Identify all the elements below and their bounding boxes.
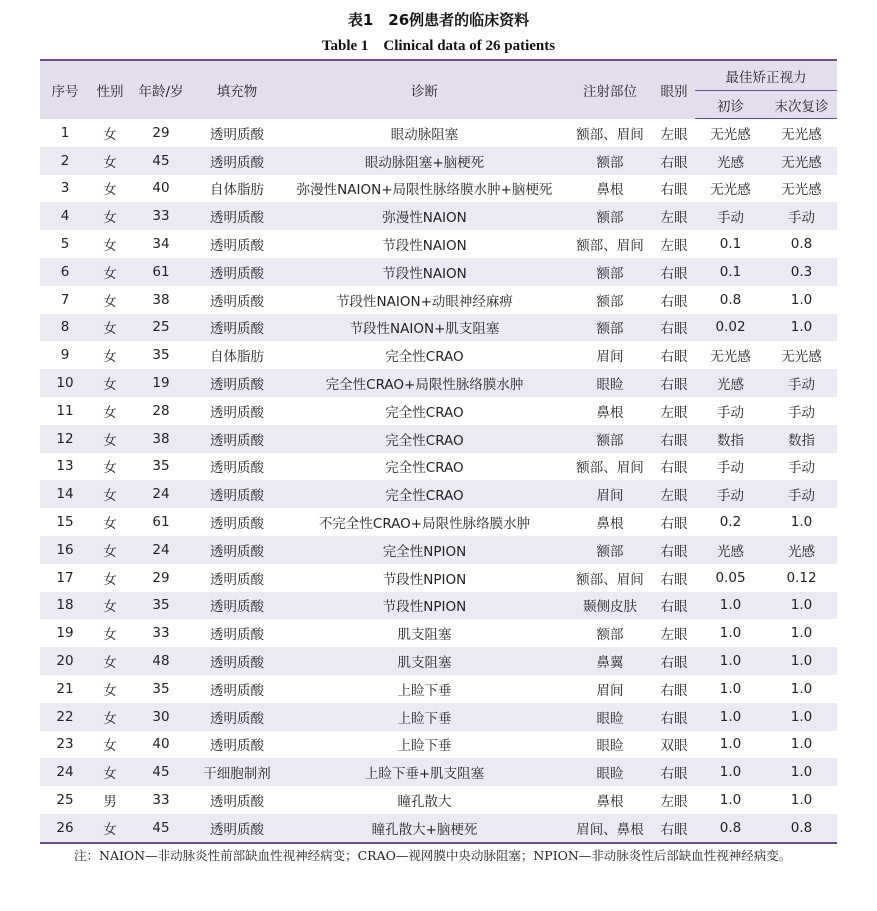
table-title-en: Table 1 Clinical data of 26 patients bbox=[321, 38, 556, 54]
header-sex: 性别 bbox=[90, 60, 130, 119]
final-bcva-cell: 无光感 bbox=[766, 341, 837, 369]
eye-cell: 左眼 bbox=[653, 619, 695, 647]
diagnosis-cell: 弥漫性NAION+局限性脉络膜水肿+脑梗死 bbox=[282, 175, 567, 203]
eye-cell: 右眼 bbox=[653, 147, 695, 175]
final-bcva-cell: 手动 bbox=[766, 397, 837, 425]
initial-bcva-cell: 1.0 bbox=[695, 786, 766, 814]
final-bcva-cell: 手动 bbox=[766, 202, 837, 230]
initial-bcva-cell: 手动 bbox=[695, 480, 766, 508]
initial-bcva-cell: 1.0 bbox=[695, 731, 766, 759]
sex-cell: 女 bbox=[90, 814, 130, 843]
filler-cell: 透明质酸 bbox=[192, 425, 282, 453]
header-site: 注射部位 bbox=[567, 60, 653, 119]
table-row bbox=[40, 175, 837, 203]
eye-cell: 双眼 bbox=[653, 731, 695, 759]
sex-cell: 女 bbox=[90, 480, 130, 508]
age-cell: 25 bbox=[130, 314, 192, 342]
filler-cell: 透明质酸 bbox=[192, 453, 282, 481]
initial-bcva-cell: 0.8 bbox=[695, 814, 766, 843]
eye-cell: 右眼 bbox=[653, 592, 695, 620]
sex-cell: 女 bbox=[90, 564, 130, 592]
sex-cell: 女 bbox=[90, 314, 130, 342]
final-bcva-cell: 手动 bbox=[766, 480, 837, 508]
final-bcva-cell: 0.12 bbox=[766, 564, 837, 592]
final-bcva-cell: 无光感 bbox=[766, 175, 837, 203]
eye-cell: 右眼 bbox=[653, 286, 695, 314]
id-cell: 6 bbox=[40, 258, 90, 286]
id-cell: 19 bbox=[40, 619, 90, 647]
id-cell: 18 bbox=[40, 592, 90, 620]
sex-cell: 女 bbox=[90, 397, 130, 425]
sex-cell: 女 bbox=[90, 619, 130, 647]
sex-cell: 女 bbox=[90, 175, 130, 203]
diagnosis-cell: 眼动脉阻塞+脑梗死 bbox=[282, 147, 567, 175]
eye-cell: 右眼 bbox=[653, 564, 695, 592]
final-bcva-cell: 数指 bbox=[766, 425, 837, 453]
sex-cell: 女 bbox=[90, 536, 130, 564]
site-cell: 额部 bbox=[567, 286, 653, 314]
site-cell: 额部 bbox=[567, 258, 653, 286]
age-cell: 33 bbox=[130, 202, 192, 230]
table-row bbox=[40, 647, 837, 675]
id-cell: 25 bbox=[40, 786, 90, 814]
sex-cell: 女 bbox=[90, 202, 130, 230]
filler-cell: 透明质酸 bbox=[192, 592, 282, 620]
initial-bcva-cell: 1.0 bbox=[695, 675, 766, 703]
site-cell: 鼻根 bbox=[567, 175, 653, 203]
site-cell: 额部 bbox=[567, 619, 653, 647]
table-row bbox=[40, 425, 837, 453]
diagnosis-cell: 节段性NPION bbox=[282, 592, 567, 620]
diagnosis-cell: 节段性NAION+肌支阻塞 bbox=[282, 314, 567, 342]
initial-bcva-cell: 0.8 bbox=[695, 286, 766, 314]
table-row bbox=[40, 536, 837, 564]
site-cell: 眼睑 bbox=[567, 703, 653, 731]
age-cell: 30 bbox=[130, 703, 192, 731]
id-cell: 5 bbox=[40, 230, 90, 258]
final-bcva-cell: 1.0 bbox=[766, 647, 837, 675]
final-bcva-cell: 手动 bbox=[766, 369, 837, 397]
id-cell: 11 bbox=[40, 397, 90, 425]
table-row bbox=[40, 619, 837, 647]
id-cell: 24 bbox=[40, 758, 90, 786]
diagnosis-cell: 弥漫性NAION bbox=[282, 202, 567, 230]
table-row bbox=[40, 453, 837, 481]
id-cell: 23 bbox=[40, 731, 90, 759]
site-cell: 眼睑 bbox=[567, 731, 653, 759]
eye-cell: 右眼 bbox=[653, 314, 695, 342]
final-bcva-cell: 1.0 bbox=[766, 508, 837, 536]
final-bcva-cell: 光感 bbox=[766, 536, 837, 564]
header-initial: 初诊 bbox=[695, 91, 766, 119]
final-bcva-cell: 0.3 bbox=[766, 258, 837, 286]
sex-cell: 女 bbox=[90, 425, 130, 453]
filler-cell: 自体脂肪 bbox=[192, 341, 282, 369]
site-cell: 鼻翼 bbox=[567, 647, 653, 675]
filler-cell: 透明质酸 bbox=[192, 480, 282, 508]
filler-cell: 透明质酸 bbox=[192, 202, 282, 230]
initial-bcva-cell: 手动 bbox=[695, 453, 766, 481]
initial-bcva-cell: 数指 bbox=[695, 425, 766, 453]
final-bcva-cell: 无光感 bbox=[766, 147, 837, 175]
initial-bcva-cell: 光感 bbox=[695, 369, 766, 397]
eye-cell: 右眼 bbox=[653, 453, 695, 481]
final-bcva-cell: 0.8 bbox=[766, 230, 837, 258]
table-row bbox=[40, 592, 837, 620]
filler-cell: 透明质酸 bbox=[192, 786, 282, 814]
header-age: 年龄/岁 bbox=[130, 60, 192, 119]
diagnosis-cell: 节段性NAION bbox=[282, 258, 567, 286]
filler-cell: 透明质酸 bbox=[192, 814, 282, 843]
id-cell: 12 bbox=[40, 425, 90, 453]
sex-cell: 女 bbox=[90, 592, 130, 620]
diagnosis-cell: 完全性NPION bbox=[282, 536, 567, 564]
id-cell: 16 bbox=[40, 536, 90, 564]
filler-cell: 自体脂肪 bbox=[192, 175, 282, 203]
table-row bbox=[40, 731, 837, 759]
filler-cell: 透明质酸 bbox=[192, 369, 282, 397]
site-cell: 额部、眉间 bbox=[567, 119, 653, 147]
final-bcva-cell: 1.0 bbox=[766, 731, 837, 759]
age-cell: 61 bbox=[130, 258, 192, 286]
age-cell: 33 bbox=[130, 619, 192, 647]
initial-bcva-cell: 1.0 bbox=[695, 619, 766, 647]
eye-cell: 右眼 bbox=[653, 758, 695, 786]
header-final: 末次复诊 bbox=[766, 91, 837, 119]
filler-cell: 透明质酸 bbox=[192, 258, 282, 286]
eye-cell: 左眼 bbox=[653, 230, 695, 258]
site-cell: 眉间 bbox=[567, 675, 653, 703]
filler-cell: 透明质酸 bbox=[192, 619, 282, 647]
final-bcva-cell: 1.0 bbox=[766, 286, 837, 314]
sex-cell: 女 bbox=[90, 230, 130, 258]
diagnosis-cell: 完全性CRAO bbox=[282, 480, 567, 508]
header-bcva: 最佳矫正视力 bbox=[695, 60, 837, 91]
initial-bcva-cell: 光感 bbox=[695, 536, 766, 564]
filler-cell: 透明质酸 bbox=[192, 508, 282, 536]
diagnosis-cell: 上睑下垂 bbox=[282, 675, 567, 703]
eye-cell: 右眼 bbox=[653, 341, 695, 369]
sex-cell: 女 bbox=[90, 508, 130, 536]
id-cell: 10 bbox=[40, 369, 90, 397]
table-row bbox=[40, 202, 837, 230]
id-cell: 17 bbox=[40, 564, 90, 592]
site-cell: 额部 bbox=[567, 202, 653, 230]
age-cell: 24 bbox=[130, 480, 192, 508]
age-cell: 34 bbox=[130, 230, 192, 258]
diagnosis-cell: 节段性NAION+动眼神经麻痹 bbox=[282, 286, 567, 314]
sex-cell: 女 bbox=[90, 369, 130, 397]
age-cell: 40 bbox=[130, 731, 192, 759]
id-cell: 15 bbox=[40, 508, 90, 536]
site-cell: 眉间 bbox=[567, 480, 653, 508]
site-cell: 额部 bbox=[567, 536, 653, 564]
site-cell: 眉间 bbox=[567, 341, 653, 369]
initial-bcva-cell: 0.1 bbox=[695, 258, 766, 286]
eye-cell: 右眼 bbox=[653, 175, 695, 203]
eye-cell: 右眼 bbox=[653, 814, 695, 843]
initial-bcva-cell: 手动 bbox=[695, 397, 766, 425]
age-cell: 38 bbox=[130, 286, 192, 314]
header-eye: 眼别 bbox=[653, 60, 695, 119]
age-cell: 38 bbox=[130, 425, 192, 453]
filler-cell: 干细胞制剂 bbox=[192, 758, 282, 786]
id-cell: 2 bbox=[40, 147, 90, 175]
final-bcva-cell: 无光感 bbox=[766, 119, 837, 147]
diagnosis-cell: 肌支阻塞 bbox=[282, 647, 567, 675]
sex-cell: 女 bbox=[90, 647, 130, 675]
final-bcva-cell: 1.0 bbox=[766, 619, 837, 647]
diagnosis-cell: 完全性CRAO bbox=[282, 397, 567, 425]
age-cell: 35 bbox=[130, 453, 192, 481]
diagnosis-cell: 节段性NAION bbox=[282, 230, 567, 258]
filler-cell: 透明质酸 bbox=[192, 119, 282, 147]
site-cell: 额部 bbox=[567, 314, 653, 342]
id-cell: 14 bbox=[40, 480, 90, 508]
age-cell: 45 bbox=[130, 147, 192, 175]
age-cell: 35 bbox=[130, 592, 192, 620]
eye-cell: 左眼 bbox=[653, 119, 695, 147]
initial-bcva-cell: 0.2 bbox=[695, 508, 766, 536]
site-cell: 眼睑 bbox=[567, 369, 653, 397]
final-bcva-cell: 1.0 bbox=[766, 786, 837, 814]
header-diagnosis: 诊断 bbox=[282, 60, 567, 119]
site-cell: 额部 bbox=[567, 425, 653, 453]
id-cell: 22 bbox=[40, 703, 90, 731]
eye-cell: 右眼 bbox=[653, 675, 695, 703]
site-cell: 鼻根 bbox=[567, 397, 653, 425]
eye-cell: 右眼 bbox=[653, 425, 695, 453]
id-cell: 21 bbox=[40, 675, 90, 703]
sex-cell: 女 bbox=[90, 731, 130, 759]
eye-cell: 右眼 bbox=[653, 703, 695, 731]
diagnosis-cell: 上睑下垂 bbox=[282, 703, 567, 731]
eye-cell: 左眼 bbox=[653, 202, 695, 230]
final-bcva-cell: 1.0 bbox=[766, 675, 837, 703]
filler-cell: 透明质酸 bbox=[192, 286, 282, 314]
id-cell: 13 bbox=[40, 453, 90, 481]
site-cell: 额部、眉间 bbox=[567, 453, 653, 481]
filler-cell: 透明质酸 bbox=[192, 147, 282, 175]
id-cell: 26 bbox=[40, 814, 90, 843]
age-cell: 24 bbox=[130, 536, 192, 564]
initial-bcva-cell: 光感 bbox=[695, 147, 766, 175]
site-cell: 额部、眉间 bbox=[567, 230, 653, 258]
id-cell: 3 bbox=[40, 175, 90, 203]
table-row bbox=[40, 480, 837, 508]
clinical-data-table bbox=[40, 59, 837, 844]
sex-cell: 男 bbox=[90, 786, 130, 814]
id-cell: 1 bbox=[40, 119, 90, 147]
filler-cell: 透明质酸 bbox=[192, 647, 282, 675]
diagnosis-cell: 完全性CRAO bbox=[282, 453, 567, 481]
site-cell: 鼻根 bbox=[567, 786, 653, 814]
filler-cell: 透明质酸 bbox=[192, 703, 282, 731]
age-cell: 29 bbox=[130, 564, 192, 592]
initial-bcva-cell: 1.0 bbox=[695, 647, 766, 675]
diagnosis-cell: 完全性CRAO bbox=[282, 341, 567, 369]
diagnosis-cell: 完全性CRAO+局限性脉络膜水肿 bbox=[282, 369, 567, 397]
site-cell: 眼睑 bbox=[567, 758, 653, 786]
sex-cell: 女 bbox=[90, 119, 130, 147]
age-cell: 35 bbox=[130, 341, 192, 369]
diagnosis-cell: 瞳孔散大 bbox=[282, 786, 567, 814]
filler-cell: 透明质酸 bbox=[192, 536, 282, 564]
header-filler: 填充物 bbox=[192, 60, 282, 119]
diagnosis-cell: 瞳孔散大+脑梗死 bbox=[282, 814, 567, 843]
age-cell: 48 bbox=[130, 647, 192, 675]
table-row bbox=[40, 397, 837, 425]
age-cell: 19 bbox=[130, 369, 192, 397]
diagnosis-cell: 肌支阻塞 bbox=[282, 619, 567, 647]
initial-bcva-cell: 无光感 bbox=[695, 119, 766, 147]
table-row bbox=[40, 814, 837, 843]
id-cell: 9 bbox=[40, 341, 90, 369]
final-bcva-cell: 1.0 bbox=[766, 592, 837, 620]
table-row bbox=[40, 675, 837, 703]
id-cell: 20 bbox=[40, 647, 90, 675]
initial-bcva-cell: 1.0 bbox=[695, 703, 766, 731]
final-bcva-cell: 1.0 bbox=[766, 703, 837, 731]
eye-cell: 右眼 bbox=[653, 536, 695, 564]
table-row bbox=[40, 147, 837, 175]
table-row bbox=[40, 314, 837, 342]
filler-cell: 透明质酸 bbox=[192, 397, 282, 425]
table-row bbox=[40, 564, 837, 592]
initial-bcva-cell: 手动 bbox=[695, 202, 766, 230]
id-cell: 4 bbox=[40, 202, 90, 230]
eye-cell: 左眼 bbox=[653, 480, 695, 508]
id-cell: 8 bbox=[40, 314, 90, 342]
diagnosis-cell: 上睑下垂 bbox=[282, 731, 567, 759]
sex-cell: 女 bbox=[90, 341, 130, 369]
table-title-cn: 表1 26例患者的临床资料 bbox=[347, 11, 530, 29]
age-cell: 35 bbox=[130, 675, 192, 703]
final-bcva-cell: 1.0 bbox=[766, 314, 837, 342]
table-body bbox=[40, 119, 837, 843]
sex-cell: 女 bbox=[90, 147, 130, 175]
table-row bbox=[40, 341, 837, 369]
sex-cell: 女 bbox=[90, 453, 130, 481]
final-bcva-cell: 0.8 bbox=[766, 814, 837, 843]
initial-bcva-cell: 1.0 bbox=[695, 758, 766, 786]
sex-cell: 女 bbox=[90, 675, 130, 703]
site-cell: 颞侧皮肤 bbox=[567, 592, 653, 620]
initial-bcva-cell: 1.0 bbox=[695, 592, 766, 620]
table-row bbox=[40, 786, 837, 814]
age-cell: 45 bbox=[130, 814, 192, 843]
table-row bbox=[40, 286, 837, 314]
id-cell: 7 bbox=[40, 286, 90, 314]
age-cell: 28 bbox=[130, 397, 192, 425]
filler-cell: 透明质酸 bbox=[192, 675, 282, 703]
initial-bcva-cell: 无光感 bbox=[695, 341, 766, 369]
table-row bbox=[40, 758, 837, 786]
table-row bbox=[40, 369, 837, 397]
table-row bbox=[40, 508, 837, 536]
diagnosis-cell: 上睑下垂+肌支阻塞 bbox=[282, 758, 567, 786]
table-footnote: 注：NAION—非动脉炎性前部缺血性视神经病变；CRAO—视网膜中央动脉阻塞；NPION—非动脉炎性后部缺血性视神经病变。 bbox=[74, 848, 792, 863]
initial-bcva-cell: 0.1 bbox=[695, 230, 766, 258]
header-id: 序号 bbox=[40, 60, 90, 119]
final-bcva-cell: 1.0 bbox=[766, 758, 837, 786]
sex-cell: 女 bbox=[90, 758, 130, 786]
sex-cell: 女 bbox=[90, 703, 130, 731]
age-cell: 45 bbox=[130, 758, 192, 786]
sex-cell: 女 bbox=[90, 258, 130, 286]
filler-cell: 透明质酸 bbox=[192, 564, 282, 592]
age-cell: 61 bbox=[130, 508, 192, 536]
table-row bbox=[40, 230, 837, 258]
age-cell: 40 bbox=[130, 175, 192, 203]
filler-cell: 透明质酸 bbox=[192, 230, 282, 258]
final-bcva-cell: 手动 bbox=[766, 453, 837, 481]
filler-cell: 透明质酸 bbox=[192, 731, 282, 759]
diagnosis-cell: 节段性NPION bbox=[282, 564, 567, 592]
eye-cell: 右眼 bbox=[653, 369, 695, 397]
age-cell: 33 bbox=[130, 786, 192, 814]
initial-bcva-cell: 0.02 bbox=[695, 314, 766, 342]
initial-bcva-cell: 0.05 bbox=[695, 564, 766, 592]
initial-bcva-cell: 无光感 bbox=[695, 175, 766, 203]
diagnosis-cell: 眼动脉阻塞 bbox=[282, 119, 567, 147]
eye-cell: 右眼 bbox=[653, 647, 695, 675]
age-cell: 29 bbox=[130, 119, 192, 147]
sex-cell: 女 bbox=[90, 286, 130, 314]
eye-cell: 左眼 bbox=[653, 786, 695, 814]
site-cell: 眉间、鼻根 bbox=[567, 814, 653, 843]
eye-cell: 右眼 bbox=[653, 508, 695, 536]
site-cell: 额部、眉间 bbox=[567, 564, 653, 592]
filler-cell: 透明质酸 bbox=[192, 314, 282, 342]
eye-cell: 右眼 bbox=[653, 258, 695, 286]
table-row bbox=[40, 119, 837, 147]
site-cell: 额部 bbox=[567, 147, 653, 175]
diagnosis-cell: 不完全性CRAO+局限性脉络膜水肿 bbox=[282, 508, 567, 536]
eye-cell: 左眼 bbox=[653, 397, 695, 425]
table-row bbox=[40, 258, 837, 286]
site-cell: 鼻根 bbox=[567, 508, 653, 536]
diagnosis-cell: 完全性CRAO bbox=[282, 425, 567, 453]
table-row bbox=[40, 703, 837, 731]
